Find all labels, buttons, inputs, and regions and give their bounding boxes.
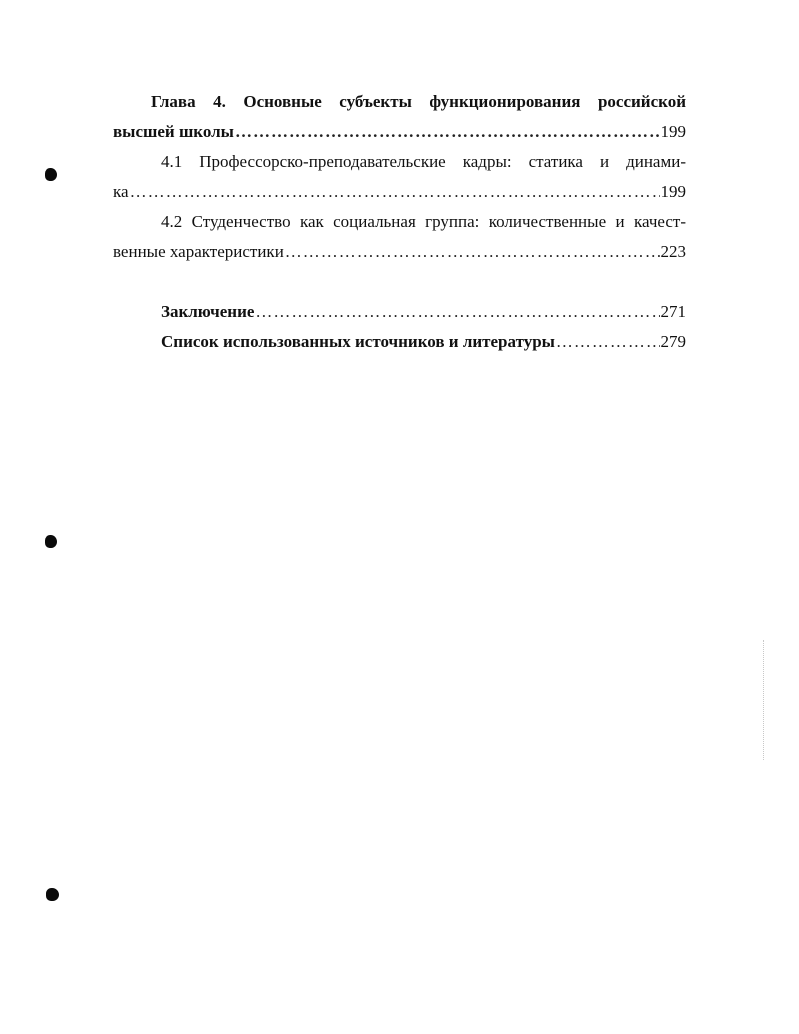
toc-entry-text: Список использованных источников и литературы: [161, 332, 555, 351]
toc-conclusion: [113, 297, 686, 327]
binder-hole-mark: [45, 168, 57, 181]
leader-dots: [556, 327, 660, 357]
toc-references: [113, 327, 686, 357]
toc-section4-1-line2: [113, 177, 686, 207]
toc-page-number: 223: [660, 242, 686, 261]
spacer: [113, 267, 686, 297]
toc-page-number: 199: [660, 122, 686, 141]
toc-section4-1-line1: 4.1 Профессорско-преподавательские кадры: статика и динами-: [161, 152, 686, 171]
toc-page-number: 271: [660, 302, 686, 321]
leader-dots: [255, 297, 659, 327]
toc-chapter4-line1: Глава 4. Основные субъекты функционирования российской: [151, 92, 686, 111]
toc-entry-text: ка: [113, 182, 129, 201]
scan-artifact: [763, 640, 766, 760]
leader-dots: [130, 177, 660, 207]
toc-page-number: 279: [660, 332, 686, 351]
binder-hole-mark: [46, 888, 59, 901]
toc-section4-2-line1: 4.2 Студенчество как социальная группа: количественные и качест-: [161, 212, 686, 231]
toc-entry-text: высшей школы: [113, 122, 234, 141]
binder-hole-mark: [45, 535, 57, 548]
table-of-contents: [113, 87, 686, 357]
toc-section4-2-line2: [113, 237, 686, 267]
toc-page-number: 199: [660, 182, 686, 201]
leader-dots: [235, 117, 660, 147]
toc-chapter4-line2: [113, 117, 686, 147]
leader-dots: [285, 237, 660, 267]
toc-entry-text: Заключение: [161, 302, 255, 321]
toc-entry-text: венные характеристики: [113, 242, 284, 261]
